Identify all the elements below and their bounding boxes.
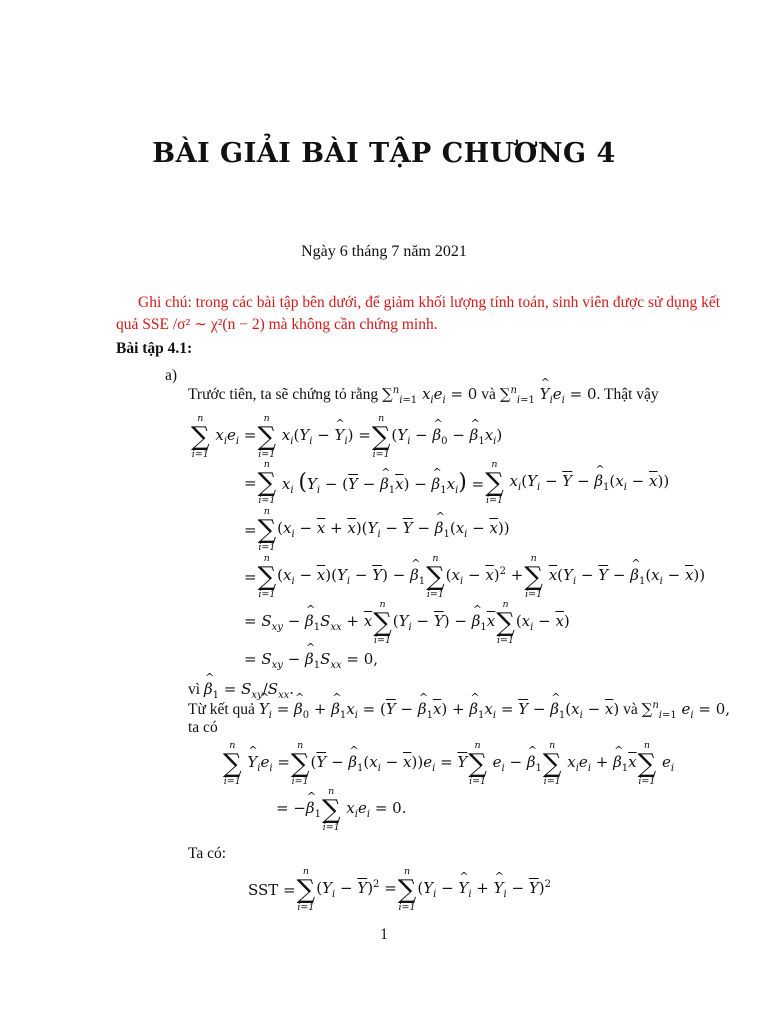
- part-a-label: a): [165, 367, 178, 384]
- equation-line-1: n ∑ i=1 $x_ie_i$ = n ∑ i=1 $x_i(Y_i$ − ^ $Y_i$) = n ∑ i=1 ($Y_i$ − ^ $\beta_0$ − ^ $\beta_1x_i$): [190, 414, 502, 459]
- we-have-text: ta có: [188, 719, 218, 736]
- intro-and: và: [481, 386, 496, 403]
- note-paragraph: [116, 292, 736, 336]
- from-result-line: [188, 700, 730, 721]
- since-line: [188, 680, 294, 701]
- equation-line-6: = $S_{xy}$ − ^ $\beta_1S_{xx} = 0$,: [244, 650, 378, 671]
- ta-co-text: Ta có:: [188, 845, 227, 862]
- residual-sum-formula: ∑$^n_{i=1}$ $e_i = 0$,: [641, 700, 731, 721]
- intro-formula-2: ∑$^n_{i=1}$ ^ $Y_ie_i = 0$: [500, 385, 597, 403]
- equation-line-7: n ∑ i=1 ^ $Y_ie_i$ = n ∑ i=1 ($\overline{Y}$ − ^ $\beta_1(x_i - \overline{x}))e_i = \overline{Y}$ n ∑ i=1 $e_i$ − ^ $\beta_1$ n ∑ i=1 $x_ie_i$ + ^ $\beta_1\overline{x}$ n ∑ i=1 $e_i$: [222, 741, 674, 786]
- from-result-text: Từ kết quả: [188, 701, 255, 718]
- fitted-value-formula: ^ $Y_i$ = ^ $\beta_0$ + ^ $\beta_1x_i = (\overline{Y}$ − ^ $\beta_1\overline{x}$) + ^ $\beta_1x_i = \overline{Y}$ − ^ $\beta_1(x_i - \overline{x})$: [259, 700, 619, 718]
- equation-line-2: = n ∑ i=1 $x_i$ ($Y_i - (\overline{Y}$ − ^ $\beta_1\overline{x}$) − ^ $\beta_1x_i$) = n ∑ i=1 $x_i(Y_i - \overline{Y}$ − ^ $\beta_1(x_i - \overline{x})$): [244, 460, 669, 505]
- equation-line-9: SST = n ∑ i=1 $(Y_i - \overline{Y})^2$ = n ∑ i=1 ($Y_i$ − ^ $Y_i$ + ^ $Y_i - \overline{Y})^2$: [248, 867, 551, 912]
- since-text: vì: [188, 681, 201, 698]
- equation-line-4: = n ∑ i=1 $(x_i - \overline{x})(Y_i - \overline{Y})$ − ^ $\beta_1$ n ∑ i=1 $(x_i - \overline{x})^2$ + n ∑ i=1 $\overline{x}(Y_i - \overline{Y}$ − ^ $\beta_1(x_i - \overline{x})$): [244, 554, 705, 599]
- intro-formula-1: ∑$^n_{i=1}$ $x_ie_i = 0$: [382, 385, 478, 406]
- equation-line-3: = n ∑ i=1 $(x_i - \overline{x} + \overline{x})(Y_i - \overline{Y}$ − ^ $\beta_1(x_i - \overline{x})$): [244, 507, 510, 552]
- page-title: BÀI GIẢI BÀI TẬP CHƯƠNG 4: [152, 138, 616, 169]
- document-date: Ngày 6 tháng 7 năm 2021: [301, 243, 467, 260]
- equation-line-5: = $S_{xy}$ − ^ $\beta_1S_{xx} + \overline{x}$ n ∑ i=1 $(Y_i - \overline{Y})$ − ^ $\beta_1\overline{x}$ n ∑ i=1 $(x_i - \overline{x})$: [244, 600, 570, 645]
- and-text: và: [623, 701, 638, 718]
- intro-prefix: Trước tiên, ta sẽ chứng tỏ rằng: [188, 386, 379, 403]
- note-text: Ghi chú: trong các bài tập bên dưới, để giảm khối lượng tính toán, sinh viên được sử dụng kết quả SSE /σ² ∼ χ²(n − 2) mà không cần chứng minh.: [116, 294, 721, 333]
- since-formula: ^ $\beta_1 = S_{xy}/S_{xx}$.: [204, 680, 294, 698]
- page-number: 1: [380, 926, 388, 943]
- intro-suffix: . Thật vậy: [596, 386, 659, 403]
- equation-line-8: = −^ $\beta_1$ n ∑ i=1 $x_ie_i = 0$.: [276, 787, 406, 832]
- intro-line: [188, 385, 659, 406]
- exercise-heading: Bài tập 4.1:: [116, 340, 193, 357]
